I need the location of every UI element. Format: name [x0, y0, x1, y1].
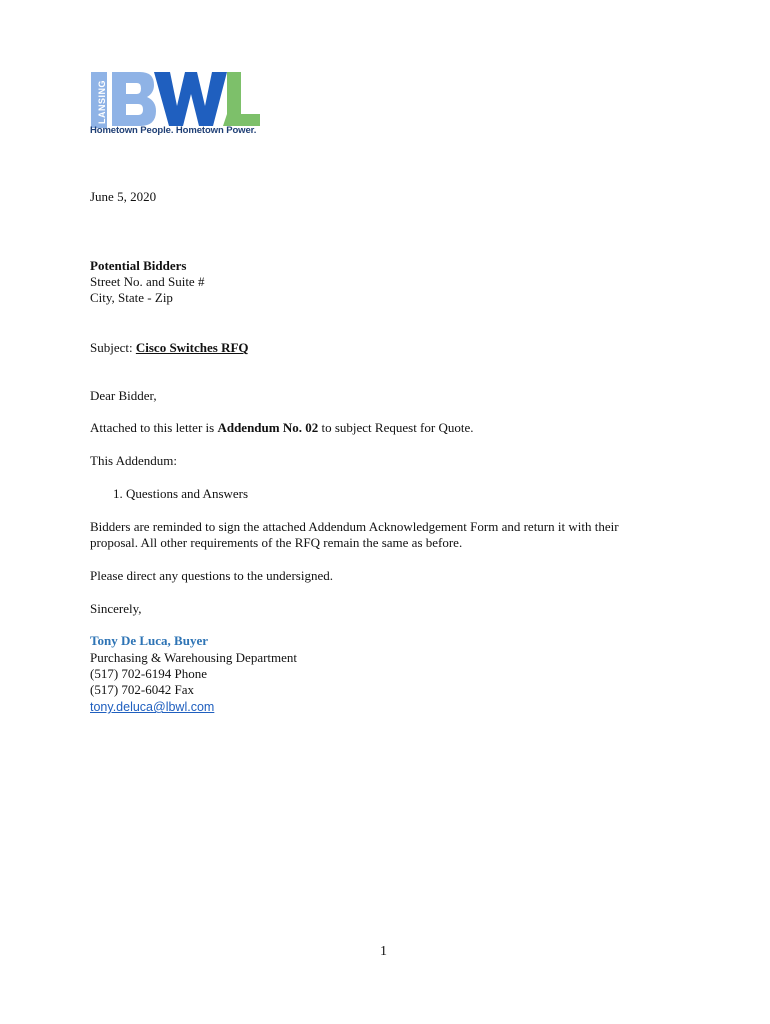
attached-paragraph — [90, 420, 473, 436]
logo-letter-w — [154, 72, 227, 126]
signature-phone: (517) 702-6194 Phone — [90, 666, 207, 681]
signature-email-line — [90, 699, 214, 715]
attached-suffix: to subject Request for Quote. — [321, 420, 474, 435]
subject-label: Subject: — [90, 340, 133, 355]
signature-fax: (517) 702-6042 Fax — [90, 682, 194, 697]
signature-department: Purchasing & Warehousing Department — [90, 650, 298, 665]
addendum-intro: This Addendum: — [90, 453, 178, 468]
addendum-number: Addendum No. 02 — [217, 420, 319, 435]
reminder-line-1: Bidders are reminded to sign the attached Addendum Acknowledgement Form and return it with their — [90, 519, 619, 534]
subject-line — [90, 340, 249, 356]
logo-tagline: Hometown People. Hometown Power. — [90, 125, 257, 136]
email-link[interactable]: tony.deluca@lbwl.com — [90, 700, 215, 714]
direct-questions: Please direct any questions to the undersigned. — [90, 568, 333, 583]
signature-name: Tony De Luca, Buyer — [90, 633, 208, 648]
company-logo — [88, 70, 263, 140]
list-item: 1. Questions and Answers — [113, 486, 249, 501]
subject-value: Cisco Switches RFQ — [135, 340, 249, 355]
logo-bwl-letters — [110, 70, 260, 128]
logo-letter-l — [223, 72, 260, 126]
page-number: 1 — [380, 944, 387, 959]
reminder-line-2: proposal. All other requirements of the RFQ remain the same as before. — [90, 535, 463, 550]
salutation: Dear Bidder, — [90, 388, 157, 403]
letter-date: June 5, 2020 — [90, 189, 157, 204]
attached-prefix: Attached to this letter is — [90, 420, 215, 435]
closing: Sincerely, — [90, 601, 142, 616]
logo-lansing-text: LANSING — [97, 80, 107, 124]
recipient-street: Street No. and Suite # — [90, 274, 205, 289]
recipient-name: Potential Bidders — [90, 258, 187, 273]
logo-letter-b — [112, 72, 156, 126]
logo-lansing-bar — [91, 72, 107, 128]
recipient-city: City, State - Zip — [90, 290, 173, 305]
